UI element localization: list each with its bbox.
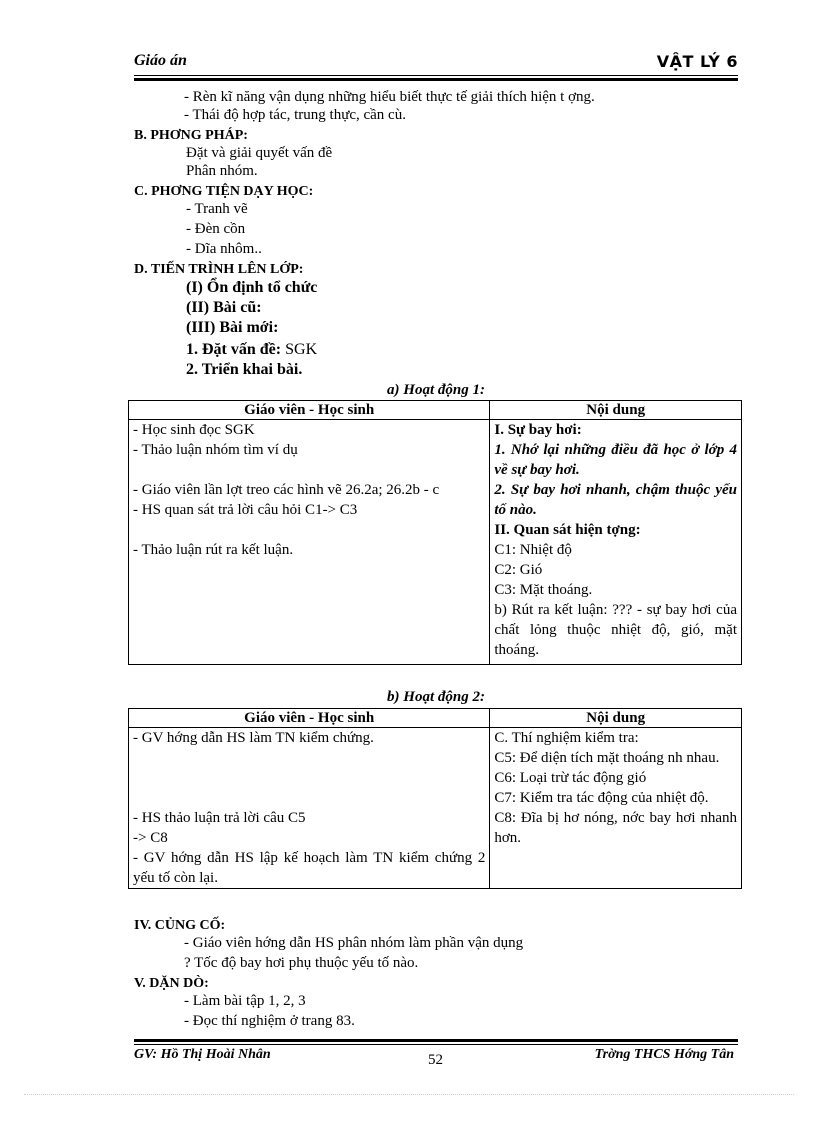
- activity-1-left-item: - Giáo viên lần lợt treo các hình vẽ 26.2a; 26.2b - c: [133, 482, 440, 498]
- activity-1-left-item: - Thảo luận rút ra kết luận.: [133, 542, 294, 558]
- activity-1-c1: C1: Nhiệt độ: [494, 542, 572, 558]
- section-b-title: B. PHƠNG PHÁP:: [134, 128, 248, 143]
- step-1-value: SGK: [281, 341, 318, 358]
- table-row: [129, 420, 742, 665]
- activity-2-c-heading: C. Thí nghiệm kiểm tra:: [494, 730, 639, 746]
- section-iv-line-1: - Giáo viên hớng dẫn HS phân nhóm làm phần vận dụng: [184, 935, 524, 951]
- header-subject: VẬT LÝ 6: [656, 52, 738, 71]
- section-d-item-3: (III) Bài mới:: [186, 319, 279, 336]
- section-c-item-3: - Dĩa nhôm..: [186, 241, 262, 257]
- activity-2-left-item: - GV hớng dẫn HS lập kế hoạch làm TN kiểm chứng 2 yếu tố còn lại.: [133, 850, 486, 886]
- section-d-step-1: [186, 341, 317, 358]
- activity-2-c7: C7: Kiểm tra tác động của nhiệt độ.: [494, 790, 709, 806]
- section-b-item-2: Phân nhóm.: [186, 163, 258, 179]
- section-b-item-1: Đặt và giải quyết vấn đề: [186, 145, 333, 161]
- activity-1-item-2: 2. Sự bay hơi nhanh, chậm thuộc yếu tố nào.: [494, 482, 737, 518]
- section-c-title: C. PHƠNG TIỆN DẠY HỌC:: [134, 184, 314, 199]
- column-header-teacher-student: Giáo viên - Học sinh: [129, 709, 490, 728]
- column-header-teacher-student: Giáo viên - Học sinh: [129, 401, 490, 420]
- footer-rule-thin: [134, 1044, 738, 1045]
- header-left-title: Giáo án: [134, 52, 187, 69]
- activity-2-c5: C5: Để diện tích mặt thoáng nh nhau.: [494, 750, 720, 766]
- table-header-row: [129, 401, 742, 420]
- activity-2-c6: C6: Loại trừ tác động gió: [494, 770, 647, 786]
- footer-school-name: Trờng THCS Hớng Tân: [594, 1047, 734, 1062]
- activity-1-left-item: - HS quan sát trả lời câu hỏi C1-> C3: [133, 502, 358, 518]
- table-header-row: [129, 709, 742, 728]
- section-d-item-2: (II) Bài cũ:: [186, 299, 262, 316]
- page-number: 52: [428, 1052, 443, 1068]
- section-d-title: D. TIẾN TRÌNH LÊN LỚP:: [134, 262, 304, 277]
- section-iv-line-2: ? Tốc độ bay hơi phụ thuộc yếu tố nào.: [184, 955, 419, 971]
- activity-2-left-item: - HS thảo luận trả lời câu C5: [133, 810, 306, 826]
- step-1-label: 1. Đặt vấn đề:: [186, 341, 282, 358]
- activity-1-conclusion: b) Rút ra kết luận: ??? - sự bay hơi của chất lỏng thuộc nhiệt độ, gió, mặt thoáng.: [494, 602, 737, 658]
- activity-2-caption: b) Hoạt động 2:: [387, 689, 485, 705]
- activity-1-heading-2: II. Quan sát hiện tợng:: [494, 522, 641, 538]
- activity-2-table: [128, 708, 742, 889]
- table-row: [129, 728, 742, 889]
- activity-1-left-item: - Thảo luận nhóm tìm ví dụ: [133, 442, 298, 458]
- page-bottom-divider: [24, 1094, 794, 1095]
- section-v-title: V. DẶN DÒ:: [134, 976, 209, 991]
- intro-line-2: - Thái độ hợp tác, trung thực, cần cù.: [184, 107, 406, 123]
- activity-1-caption: a) Hoạt động 1:: [387, 382, 485, 398]
- header-rule-thick: [134, 78, 738, 81]
- activity-2-c8: C8: Đĩa bị hơ nóng, nớc bay hơi nhanh hơn.: [494, 810, 737, 846]
- activity-1-right-cell: [490, 420, 742, 665]
- activity-2-right-cell: [490, 728, 742, 889]
- activity-2-left-item: -> C8: [133, 830, 168, 846]
- section-c-item-1: - Tranh vẽ: [186, 201, 248, 217]
- activity-1-c2: C2: Gió: [494, 562, 543, 578]
- activity-2-left-item: - GV hớng dẫn HS làm TN kiểm chứng.: [133, 730, 374, 746]
- footer-rule-thick: [134, 1039, 738, 1042]
- intro-line-1: - Rèn kĩ năng vận dụng những hiểu biết thực tế giải thích hiện t ợng.: [184, 89, 595, 105]
- section-d-item-1: (I) Ổn định tổ chức: [186, 279, 318, 296]
- footer-teacher-name: GV: Hồ Thị Hoài Nhân: [134, 1047, 271, 1062]
- section-iv-title: IV. CỦNG CỐ:: [134, 918, 226, 933]
- column-header-content: Nội dung: [490, 709, 742, 728]
- section-v-line-1: - Làm bài tập 1, 2, 3: [184, 993, 306, 1009]
- activity-2-left-cell: [129, 728, 490, 889]
- activity-1-left-cell: [129, 420, 490, 665]
- column-header-content: Nội dung: [490, 401, 742, 420]
- activity-1-item-1: 1. Nhớ lại những điều đã học ở lớp 4 về sự bay hơi.: [494, 442, 737, 478]
- section-d-step-2: 2. Triển khai bài.: [186, 361, 303, 378]
- header-rule-thin: [134, 75, 738, 76]
- activity-1-left-item: - Học sinh đọc SGK: [133, 422, 255, 438]
- page-header: [134, 50, 738, 74]
- section-v-line-2: - Đọc thí nghiệm ở trang 83.: [184, 1013, 355, 1029]
- activity-1-c3: C3: Mặt thoáng.: [494, 582, 593, 598]
- activity-1-heading-1: I. Sự bay hơi:: [494, 422, 582, 438]
- activity-1-table: [128, 400, 742, 665]
- section-c-item-2: - Đèn cồn: [186, 221, 246, 237]
